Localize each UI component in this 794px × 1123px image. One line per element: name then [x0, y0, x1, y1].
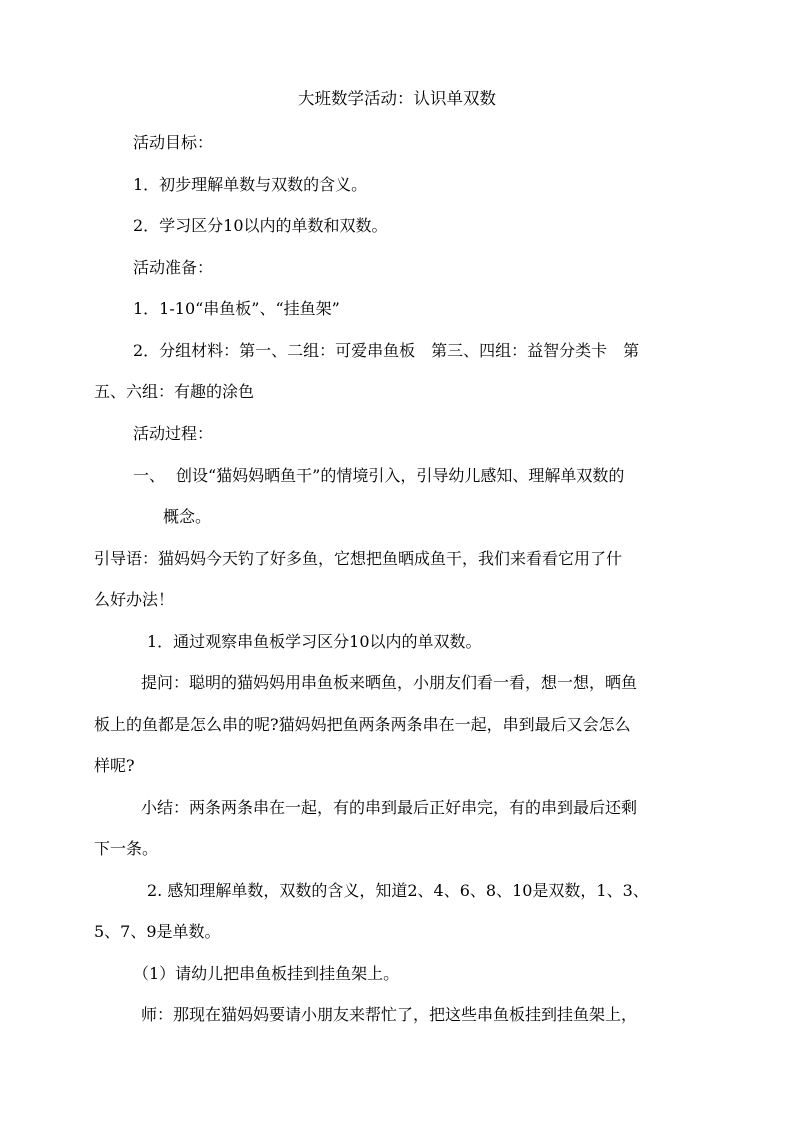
goal-item-2: 2．学习区分10以内的单数和双数。 [133, 216, 388, 235]
question-line-2: 板上的鱼都是怎么串的呢?猫妈妈把鱼两条两条串在一起，串到最后又会怎么 [94, 715, 631, 734]
teacher-line-1: 师：那现在猫妈妈要请小朋友来帮忙了，把这些串鱼板挂到挂鱼架上， [141, 1005, 638, 1024]
prep-item-1: 1．1-10“串鱼板”、“挂鱼架” [133, 299, 340, 318]
question-line-3: 样呢? [94, 756, 135, 775]
summary-line-1: 小结：两条两条串在一起，有的串到最后正好串完，有的串到最后还剩 [141, 798, 638, 817]
sub-step-1: 1．通过观察串鱼板学习区分10以内的单双数。 [147, 632, 482, 651]
goal-heading: 活动目标： [133, 133, 214, 152]
prep-item-2-line-1: 2．分组材料：第一、二组：可爱串鱼板 第三、四组：益智分类卡 第 [133, 341, 640, 360]
step-1-line-1: 创设“猫妈妈晒鱼干”的情境引入，引导幼儿感知、理解单双数的 [176, 466, 625, 485]
intro-line-1: 引导语：猫妈妈今天钓了好多鱼，它想把鱼晒成鱼干，我们来看看它用了什 [94, 549, 623, 568]
intro-line-2: 么好办法！ [94, 590, 175, 609]
sub-step-2-line-1: 2. 感知理解单数，双数的含义，知道2、4、6、8、10是双数，1、3、 [147, 881, 649, 900]
sub-step-2-item-1: （1）请幼儿把串鱼板挂到挂鱼架上。 [133, 964, 400, 983]
goal-item-1: 1．初步理解单数与双数的含义。 [133, 175, 368, 194]
step-1-marker: 一、 [133, 466, 166, 485]
process-heading: 活动过程： [133, 424, 214, 443]
step-1-line-2: 概念。 [163, 507, 212, 526]
prep-item-2-line-2: 五、六组：有趣的涂色 [94, 382, 255, 401]
question-line-1: 提问：聪明的猫妈妈用串鱼板来晒鱼，小朋友们看一看，想一想，晒鱼 [141, 673, 638, 692]
prep-heading: 活动准备： [133, 258, 214, 277]
summary-line-2: 下一条。 [94, 839, 159, 858]
document-title: 大班数学活动：认识单双数 [298, 89, 496, 108]
sub-step-2-line-2: 5、7、9是单数。 [94, 922, 221, 941]
